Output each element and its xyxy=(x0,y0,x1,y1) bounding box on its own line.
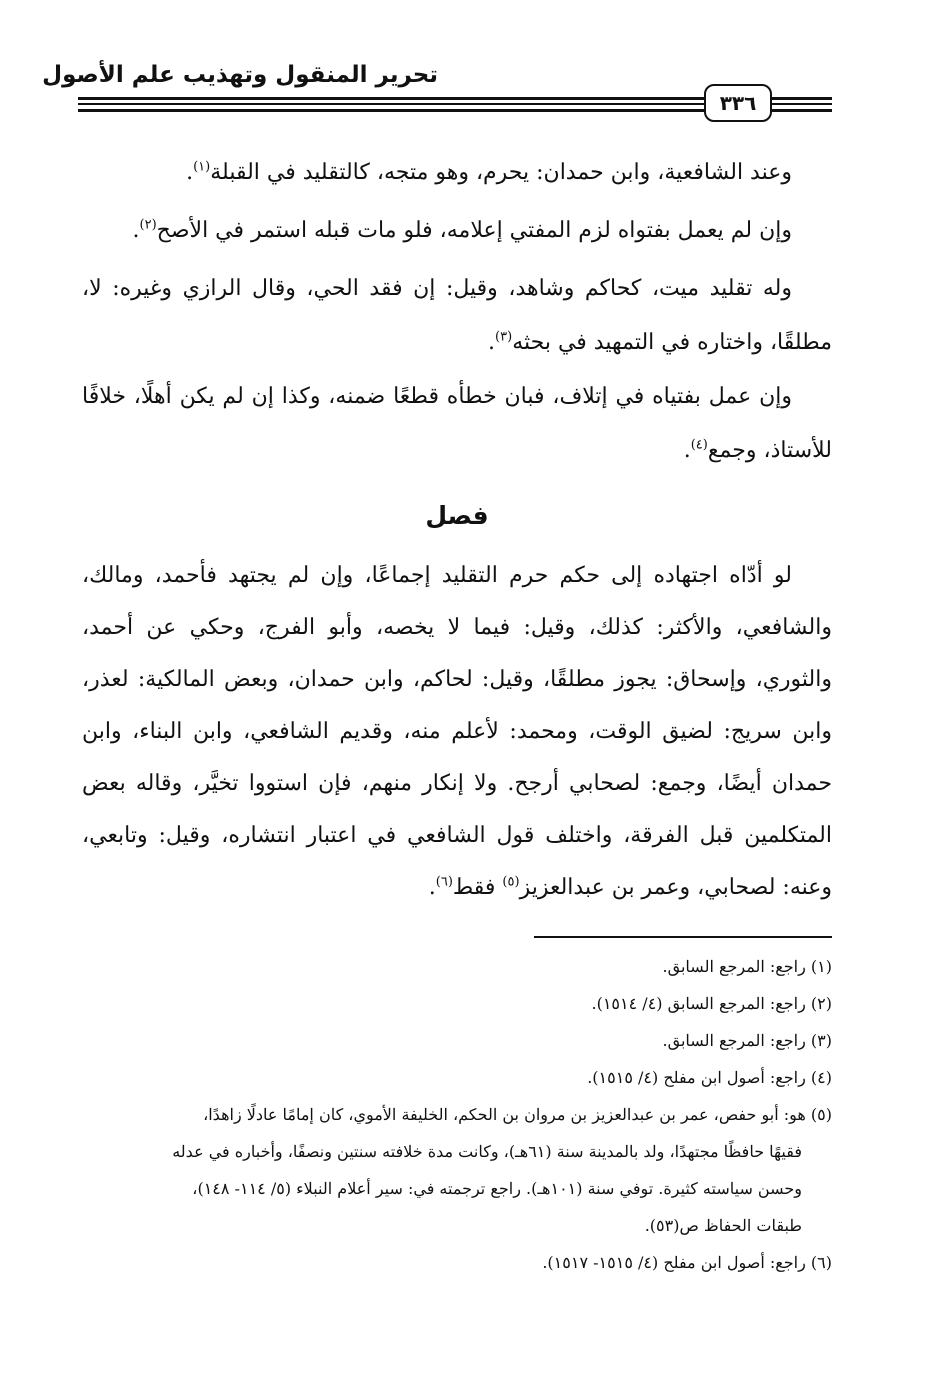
paragraph-tail: . xyxy=(683,438,691,463)
footnote-ref[interactable]: (٣) xyxy=(495,329,513,345)
footnote: (٣) راجع: المرجع السابق. xyxy=(662,1031,832,1050)
footnote-continuation: وحسن سياسته كثيرة. توفي سنة (١٠١هـ). راجع ترجمته في: سير أعلام النبلاء (٥/ ١١٤- ١٤٨)، xyxy=(192,1179,802,1198)
footnote-ref[interactable]: (٢) xyxy=(139,217,157,233)
footnote-ref[interactable]: (٦) xyxy=(435,874,453,890)
paragraph-text: وله تقليد ميت، كحاكم وشاهد، وقيل: إن فقد الحي، وقال الرازي وغيره: لا، مطلقًا، واختاره في التمهيد في بحثه xyxy=(82,276,832,355)
running-header-title: تحرير المنقول وتهذيب علم الأصول xyxy=(42,62,438,88)
paragraph-tail: . xyxy=(488,330,496,355)
paragraph xyxy=(82,146,832,200)
footnotes xyxy=(82,948,832,1281)
paragraph-text: وإن لم يعمل بفتواه لزم المفتي إعلامه، فلو مات قبله استمر في الأصح xyxy=(156,218,792,243)
footnote: (٦) راجع: أصول ابن مفلح (٤/ ١٥١٥- ١٥١٧). xyxy=(542,1253,832,1272)
paragraph-text: وإن عمل بفتياه في إتلاف، فبان خطأه قطعًا ضمنه، وكذا إن لم يكن أهلًا، خلافًا للأستاذ، وجمع xyxy=(82,384,832,463)
footnote: (١) راجع: المرجع السابق. xyxy=(662,957,832,976)
footnote: (٥) هو: أبو حفص، عمر بن عبدالعزيز بن مروان بن الحكم، الخليفة الأموي، كان إمامًا عادلًا زاهدًا، xyxy=(203,1105,832,1124)
paragraph xyxy=(82,262,832,370)
footnote-continuation: طبقات الحفاظ ص(٥٣). xyxy=(644,1216,802,1235)
footnote-ref[interactable]: (١) xyxy=(193,159,211,175)
paragraph-text: وعند الشافعية، وابن حمدان: يحرم، وهو متجه، كالتقليد في القبلة xyxy=(210,160,792,185)
paragraph-tail: . xyxy=(186,160,194,185)
paragraph xyxy=(82,204,832,258)
paragraph-tail: . xyxy=(428,875,436,900)
paragraph xyxy=(82,370,832,478)
footnote: (٤) راجع: أصول ابن مفلح (٤/ ١٥١٥). xyxy=(587,1068,832,1087)
page-number: ٣٣٦ xyxy=(704,84,772,122)
paragraph-text: لو أدّاه اجتهاده إلى حكم حرم التقليد إجماعًا، وإن لم يجتهد فأحمد، ومالك، والشافعي، والأكثر: كذلك، وقيل: فيما لا يخصه، وأبو الفرج، وحكي عن أحمد، والثوري، وإسحاق: يجوز مطلقًا، وقيل: لحاكم، وابن حمدان، وبعض المالكية: لعذر، وابن سريج: لضيق الوقت، ومحمد: لأعلم منه، وقديم الشافعي، وابن البناء، وابن حمدان أيضًا، وجمع: لصحابي أرجح. ولا إنكار منهم، فإن استووا تخيَّر، وقاله بعض المتكلمين قبل الفرقة، واختلف قول الشافعي في اعتبار انتشاره، وقيل: وتابعي، وعنه: لصحابي، وعمر بن عبدالعزيز xyxy=(82,563,832,900)
footnote: (٢) راجع: المرجع السابق (٤/ ١٥١٤). xyxy=(591,994,832,1013)
paragraph xyxy=(82,550,832,914)
paragraph-text: فقط xyxy=(452,875,503,900)
section-heading: فصل xyxy=(425,501,489,530)
footnote-ref[interactable]: (٤) xyxy=(690,437,708,453)
footnote-continuation: فقيهًا حافظًا مجتهدًا، ولد بالمدينة سنة (٦١هـ)، وكانت مدة خلافته سنتين ونصفًا، وأخباره في عدله xyxy=(172,1142,802,1161)
footnote-ref[interactable]: (٥) xyxy=(502,874,520,890)
paragraph-tail: . xyxy=(132,218,140,243)
footnote-separator xyxy=(534,936,832,938)
